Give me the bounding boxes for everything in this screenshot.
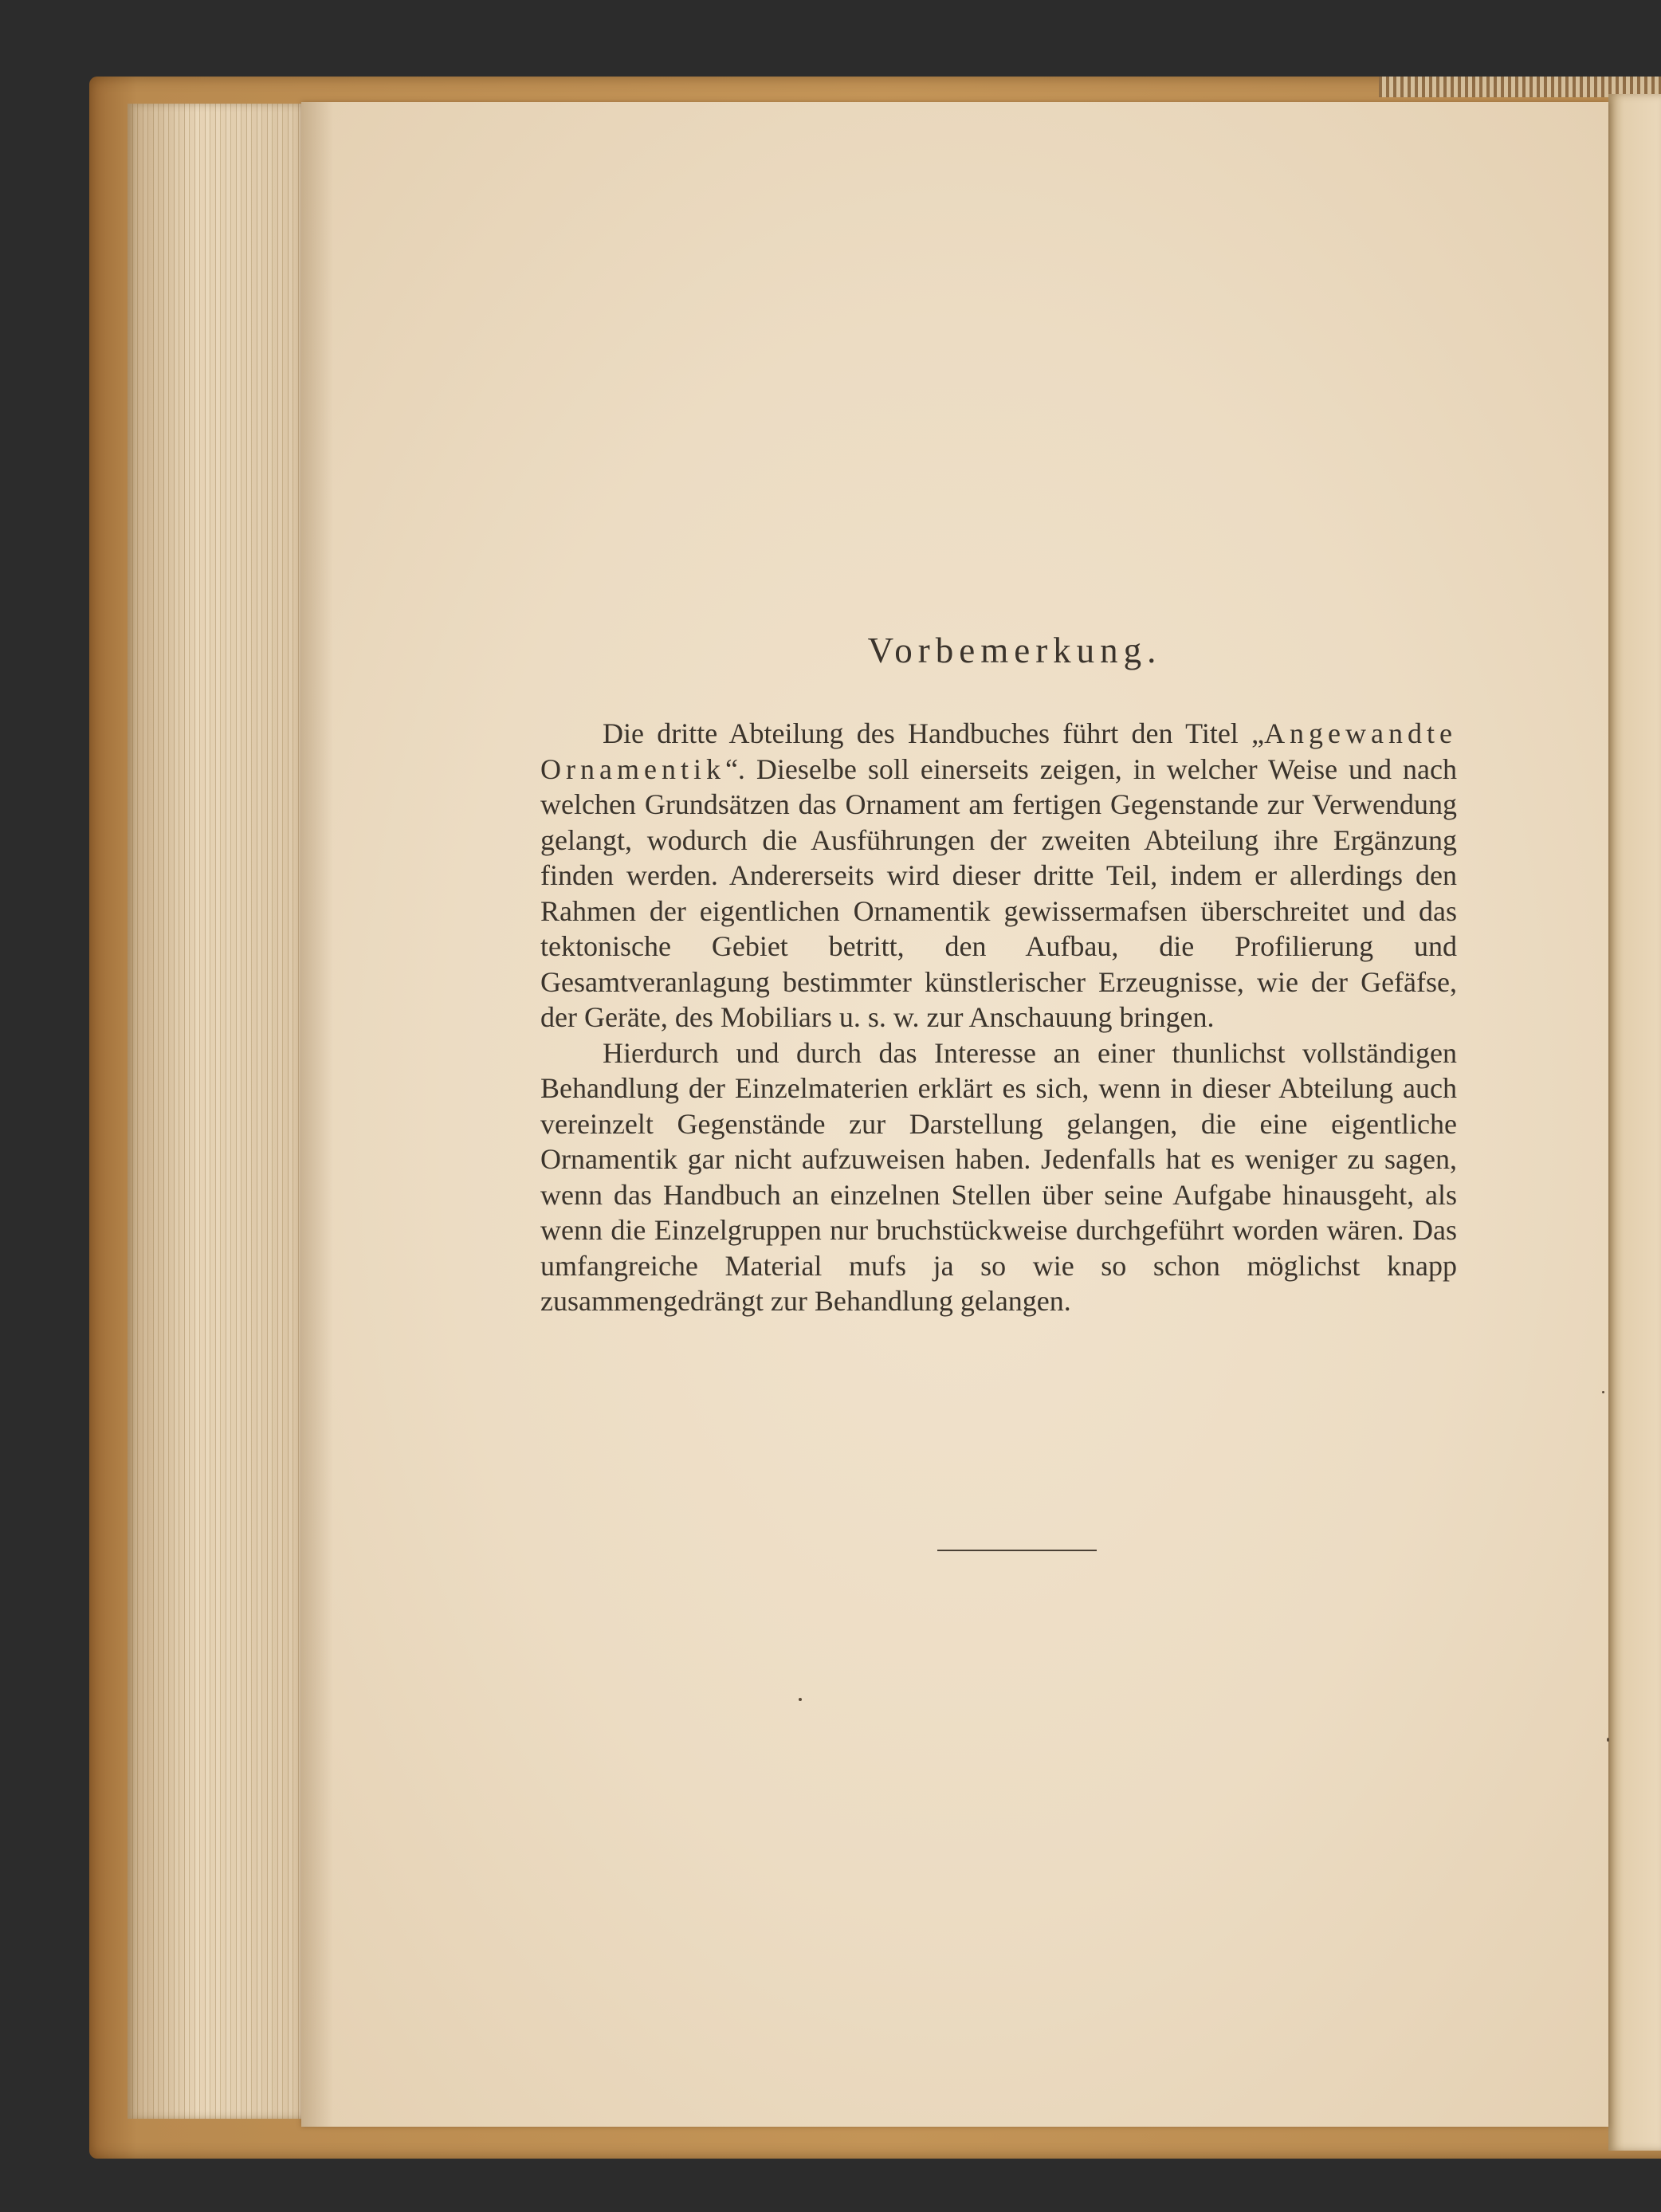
text-column <box>540 630 1457 1319</box>
paragraph-1-title-spaced: Angewandte Ornamentik <box>540 717 1457 785</box>
paper-speck <box>1602 1391 1604 1393</box>
page-heading: Vorbemerkung. <box>867 631 1162 670</box>
facing-page-edge <box>1608 94 1661 2151</box>
paper-speck <box>1607 1738 1609 1742</box>
paragraph-1-text-a: Die dritte Abteilung des Handbuches führt den Titel „ <box>603 717 1265 749</box>
paper-speck <box>799 1698 802 1701</box>
paragraph-2-text: Hierdurch und durch das Interesse an einer thunlichst vollständigen Behandlung der Einzelmaterien erklärt es sich, wenn in dieser Abteilung auch vereinzelt Gegenstände zur Darstellung gelangen, die eine eigentliche Ornamentik gar nicht aufzuweisen haben. Jedenfalls hat es weniger zu sagen, wenn das Handbuch an einzelnen Stellen über seine Aufgabe hinausgeht, als wenn die Einzelgruppen nur bruchstückweise durchgeführt worden wären. Das umfangreiche Material mufs ja so wie so schon möglichst knapp zusammengedrängt zur Behandlung gelangen. <box>540 1036 1457 1317</box>
end-rule-divider <box>937 1550 1097 1551</box>
paragraph-1-text-b: “. Dieselbe soll einerseits zeigen, in welcher Weise und nach welchen Grundsätzen das Ornament am fertigen Gegenstande zur Verwendung gelangt, wodurch die Ausführungen der zweiten Abteilung ihre Ergänzung finden werden. Andererseits wird dieser dritte Teil, indem er allerdings den Rahmen der eigentlichen Ornamentik gewissermafsen überschreitet und das tektonische Gebiet betritt, den Aufbau, die Profilierung und Gesamtveranlagung bestimmter künstlerischer Erzeugnisse, wie der Gefäfse, der Geräte, des Mobiliars u. s. w. zur Anschauung bringen. <box>540 752 1457 1033</box>
paragraph-2 <box>540 1035 1457 1319</box>
page-gutter-shadow <box>301 102 333 2127</box>
page-edges-shadow <box>128 104 307 2119</box>
paragraph-1 <box>540 716 1457 1035</box>
